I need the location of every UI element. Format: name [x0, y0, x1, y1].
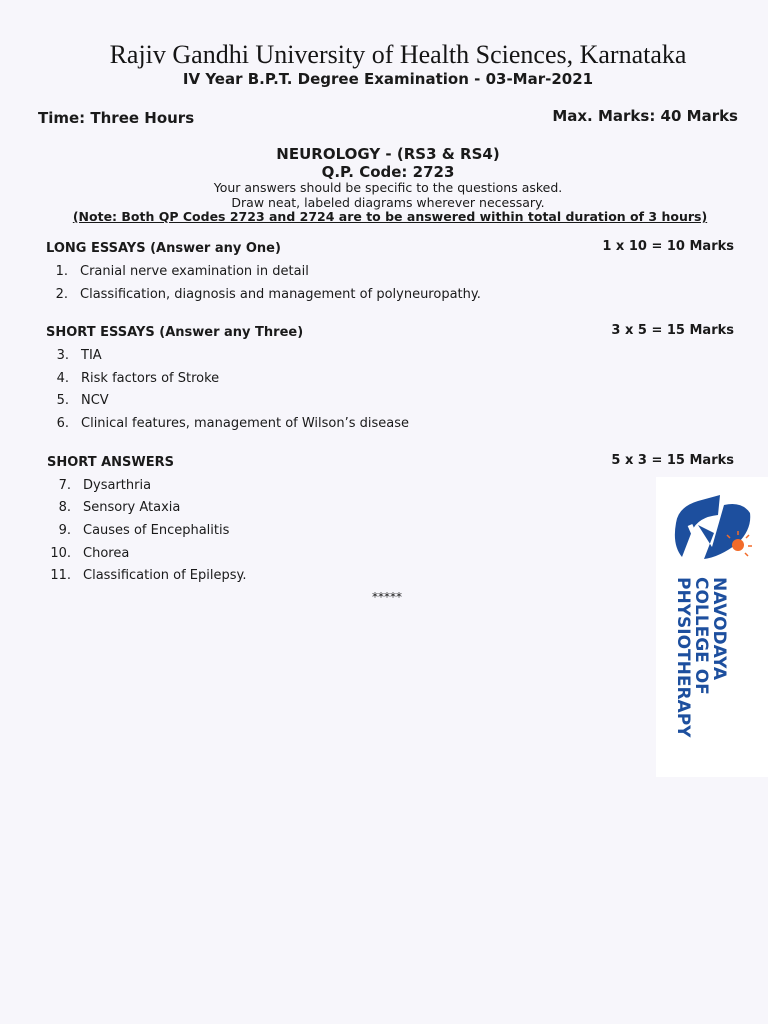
instruction-diagrams: Draw neat, labeled diagrams wherever necessary. [231, 195, 545, 210]
section-short-essays-marks: 3 x 5 = 15 Marks [611, 323, 734, 338]
question-text: Clinical features, management of Wilson’s disease [81, 416, 410, 431]
section-long-essays-marks: 1 x 10 = 10 Marks [602, 239, 734, 254]
exam-title: IV Year B.P.T. Degree Examination - 03-Mar-2021 [182, 70, 594, 88]
subject-title: NEUROLOGY - (RS3 & RS4) [276, 145, 500, 163]
question-item [35, 500, 180, 515]
question-item [35, 478, 151, 493]
college-name-line: PHYSIOTHERAPY [673, 577, 693, 738]
question-number: 3. [56, 348, 69, 363]
question-item [35, 568, 247, 583]
question-text: Risk factors of Stroke [81, 371, 220, 386]
section-long-essays-title: LONG ESSAYS (Answer any One) [46, 241, 281, 256]
question-text: Causes of Encephalitis [83, 523, 230, 538]
section-short-answers-title: SHORT ANSWERS [47, 455, 175, 470]
college-stamp [656, 477, 768, 777]
question-text: Classification of Epilepsy. [83, 568, 247, 583]
end-marker: ***** [372, 590, 402, 604]
instruction-specific: Your answers should be specific to the questions asked. [213, 180, 563, 195]
question-text: Sensory Ataxia [83, 500, 181, 515]
question-item [33, 393, 109, 408]
question-text: Classification, diagnosis and management of polyneuropathy. [80, 287, 481, 302]
question-item [35, 523, 229, 538]
qp-code: Q.P. Code: 2723 [321, 163, 455, 181]
question-number: 10. [50, 546, 71, 561]
question-text: TIA [81, 348, 102, 363]
max-marks: Max. Marks: 40 Marks [552, 107, 738, 125]
question-text: Chorea [83, 546, 130, 561]
college-name-line: COLLEGE OF [691, 577, 711, 695]
question-number: 5. [56, 393, 69, 408]
section-short-essays-title: SHORT ESSAYS (Answer any Three) [46, 325, 304, 340]
question-text: Cranial nerve examination in detail [80, 264, 309, 279]
question-number: 2. [55, 287, 68, 302]
college-name-line: NAVODAYA [709, 577, 729, 681]
university-title: Rajiv Gandhi University of Health Sciences, Karnataka [109, 40, 687, 69]
college-name-vertical [674, 577, 728, 737]
question-number: 11. [50, 568, 71, 583]
question-item [32, 264, 309, 279]
question-number: 6. [56, 416, 69, 431]
question-number: 9. [58, 523, 71, 538]
question-item [33, 348, 102, 363]
question-item [32, 287, 481, 302]
exam-duration: Time: Three Hours [38, 109, 195, 127]
question-text: NCV [81, 393, 109, 408]
college-logo-icon [668, 485, 758, 569]
question-item [35, 546, 129, 561]
duration-note: (Note: Both QP Codes 2723 and 2724 are to be answered within total duration of 3 hours) [72, 209, 708, 224]
question-number: 4. [56, 371, 69, 386]
question-text: Dysarthria [83, 478, 152, 493]
question-item [33, 371, 219, 386]
question-item [33, 416, 409, 431]
question-number: 1. [55, 264, 68, 279]
question-number: 7. [58, 478, 71, 493]
question-number: 8. [58, 500, 71, 515]
section-short-answers-marks: 5 x 3 = 15 Marks [611, 453, 734, 468]
